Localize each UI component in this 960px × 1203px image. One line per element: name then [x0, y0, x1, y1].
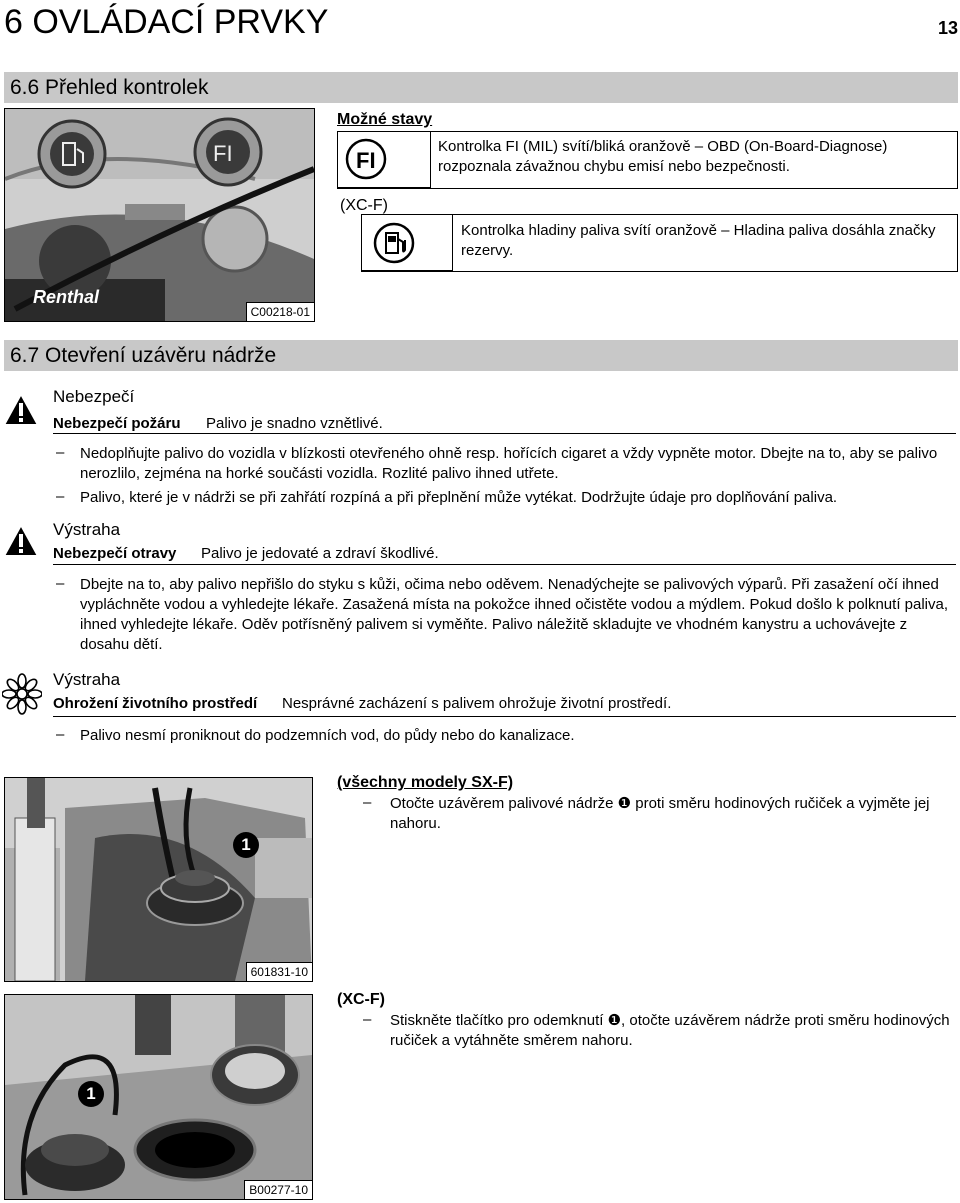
fuel-state-row [361, 214, 958, 272]
section-6-6-title: 6.6 Přehled kontrolek [10, 76, 209, 99]
photo-code: C00218-01 [246, 302, 314, 321]
warning1-text: Palivo je jedovaté a zdraví škodlivé. [201, 545, 439, 562]
dash: – [363, 794, 372, 811]
danger-bullet-2: Palivo, které je v nádrži se při zahřátí rozpíná a při přeplnění může vytékat. Dodržujte údaje pro doplňování paliva. [80, 489, 838, 506]
fuel-state-text: Kontrolka hladiny paliva svítí oranžově – Hladina paliva dosáhla značky rezervy. [461, 222, 936, 259]
danger-icon [2, 392, 40, 433]
photo-code: 601831-10 [246, 962, 312, 981]
callout-1-marker: 1 [233, 832, 259, 858]
section-6-7-title: 6.7 Otevření uzávěru nádrže [10, 344, 277, 367]
dash: – [363, 1011, 372, 1028]
danger-divider [53, 433, 956, 434]
xcf-label-66: (XC-F) [340, 197, 388, 214]
fi-state-text: Kontrolka FI (MIL) svítí/bliká oranžově – OBD (On-Board-Diagnose) rozpoznala závažnou chybu emisí nebo bezpečnosti. [438, 138, 888, 175]
warning2-text: Nesprávné zacházení s palivem ohrožuje životní prostředí. [282, 695, 672, 712]
xcf-photo [4, 994, 313, 1200]
dash: – [56, 444, 65, 461]
warning2-divider [53, 716, 956, 717]
warning-icon [2, 523, 40, 564]
warning1-title: Výstraha [53, 520, 121, 539]
fuel-lamp-icon [362, 215, 452, 270]
page-number: 13 [937, 18, 958, 38]
warning2-title: Výstraha [53, 670, 121, 689]
danger-label: Nebezpečí požáru [53, 415, 181, 432]
states-heading: Možné stavy [337, 111, 433, 128]
warning1-bullet: Dbejte na to, aby palivo nepřišlo do styku s kůži, očima nebo oděvem. Nenadýchejte se palivových výparů. Při zasažení očí ihned vypláchněte vodou a vyhledejte lékaře. Zasažená místa na pokožce ihned očistěte vodou a mýdlem. Pokud došlo k polknutí paliva, ihned vyhledejte lékaře. Oděv potřísněný palivem si vyměňte. Palivo náležitě skladujte ve vhodném kanystru a uchovávejte z dosahu dětí. [80, 576, 949, 653]
svg-text:FI: FI [356, 148, 376, 173]
dash: – [56, 726, 65, 743]
fuel-icon-cell [361, 214, 453, 271]
warning2-bullet: Palivo nesmí proniknout do podzemních vod, do půdy nebo do kanalizace. [80, 727, 575, 744]
fi-state-row [337, 131, 958, 189]
xcf-step: Stiskněte tlačítko pro odemknutí ❶, otočte uzávěrem nádrže proti směru hodinových ručiček a vytáhněte směrem nahoru. [390, 1012, 950, 1049]
sxf-heading: (všechny modely SX-F) [337, 774, 514, 791]
xcf-heading: (XC-F) [337, 991, 385, 1008]
renthal-label: Renthal [33, 287, 100, 307]
photo-code: B00277-10 [244, 1180, 312, 1199]
svg-text:FI: FI [213, 141, 233, 166]
warning2-label: Ohrožení životního prostředí [53, 695, 258, 712]
section-6-7-heading [4, 340, 958, 371]
warning1-divider [53, 564, 956, 565]
chapter-title: 6 OVLÁDACÍ PRVKY [4, 3, 329, 41]
fi-icon-cell [337, 131, 431, 188]
environment-icon [2, 673, 42, 720]
danger-bullet-1: Nedoplňujte palivo do vozidla v blízkosti otevřeného ohně resp. hořících cigaret a vždy vypněte motor. Dbejte na to, aby se palivo nerozlilo, zejména na horké součásti vozidla. Rozlité palivo ihned utřete. [80, 445, 938, 482]
dash: – [56, 488, 65, 505]
warning1-label: Nebezpečí otravy [53, 545, 177, 562]
section-6-6-heading [4, 72, 958, 103]
danger-text: Palivo je snadno vznětlivé. [206, 415, 383, 432]
dash: – [56, 575, 65, 592]
callout-1-marker: 1 [78, 1081, 104, 1107]
indicator-photo [4, 108, 315, 322]
danger-title: Nebezpečí [53, 387, 135, 406]
sxf-photo [4, 777, 313, 982]
sxf-step: Otočte uzávěrem palivové nádrže ❶ proti směru hodinových ručiček a vyjměte jej nahoru. [390, 795, 930, 832]
fi-lamp-icon [338, 132, 430, 187]
